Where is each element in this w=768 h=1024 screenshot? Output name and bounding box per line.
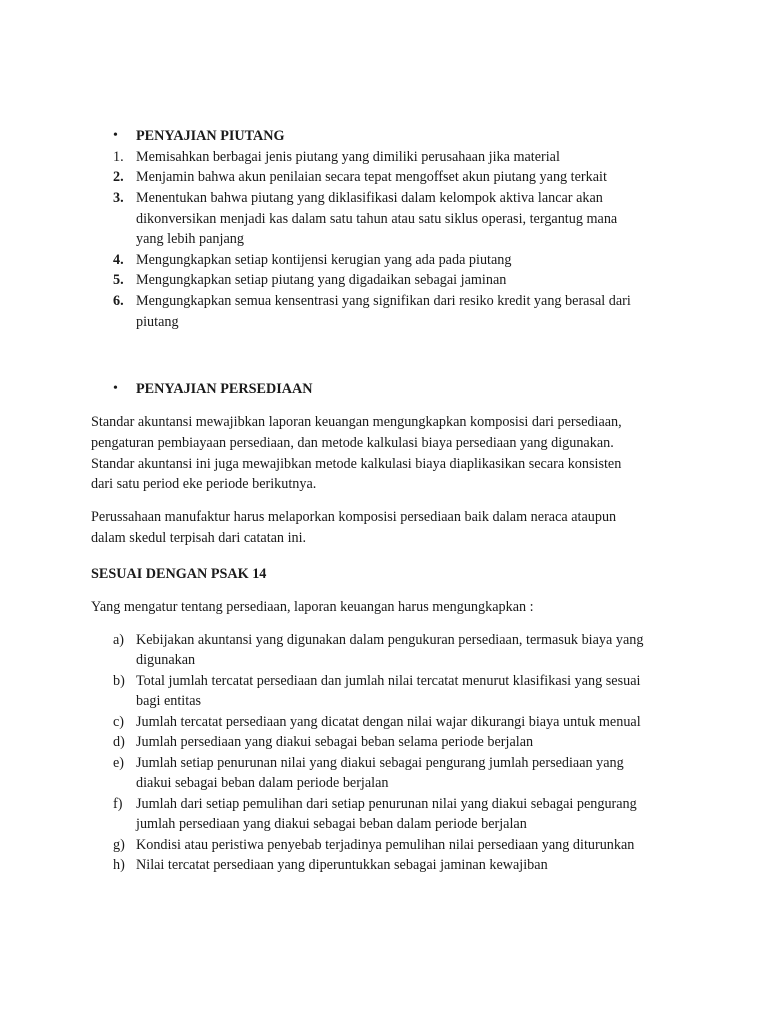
list-marker: 4. <box>113 252 124 268</box>
list-marker: b) <box>113 673 125 689</box>
list-item-line: Jumlah persediaan yang diakui sebagai beban selama periode berjalan <box>136 734 534 750</box>
psak-intro: Yang mengatur tentang persediaan, laporan keuangan harus mengungkapkan : <box>91 599 534 615</box>
list-item-line: diakui sebagai beban dalam periode berjalan <box>136 775 389 791</box>
list-item-line: Menjamin bahwa akun penilaian secara tepat mengoffset akun piutang yang terkait <box>136 169 607 185</box>
list-item-line: Menentukan bahwa piutang yang diklasifikasi dalam kelompok aktiva lancar akan <box>136 190 603 206</box>
bullet-icon: • <box>113 381 118 396</box>
section-heading-piutang: PENYAJIAN PIUTANG <box>136 128 285 144</box>
paragraph-line: Perussahaan manufaktur harus melaporkan komposisi persediaan baik dalam neraca ataupun <box>91 509 617 525</box>
paragraph-line: Standar akuntansi ini juga mewajibkan metode kalkulasi biaya diaplikasikan secara konsisten <box>91 456 622 472</box>
list-item-line: Mengungkapkan setiap piutang yang digadaikan sebagai jaminan <box>136 272 507 288</box>
list-item-line: yang lebih panjang <box>136 231 244 247</box>
list-marker: a) <box>113 632 125 648</box>
list-item-line: Mengungkapkan setiap kontijensi kerugian yang ada pada piutang <box>136 252 512 268</box>
list-item-line: digunakan <box>136 652 196 668</box>
list-item-line: Total jumlah tercatat persediaan dan jumlah nilai tercatat menurut klasifikasi yang sesuai <box>136 673 641 689</box>
paragraph-line: pengaturan pembiayaan persediaan, dan metode kalkulasi biaya persediaan yang digunakan. <box>91 435 614 451</box>
list-marker: h) <box>113 857 125 873</box>
paragraph-line: Standar akuntansi mewajibkan laporan keuangan mengungkapkan komposisi dari persediaan, <box>91 414 622 430</box>
list-marker: 5. <box>113 272 124 288</box>
list-item-line: Memisahkan berbagai jenis piutang yang dimiliki perusahaan jika material <box>136 149 560 165</box>
paragraph-line: dalam skedul terpisah dari catatan ini. <box>91 530 307 546</box>
bullet-icon: • <box>113 128 118 143</box>
list-marker: d) <box>113 734 125 750</box>
section-heading-psak: SESUAI DENGAN PSAK 14 <box>91 566 267 582</box>
list-item-line: Kondisi atau peristiwa penyebab terjadinya pemulihan nilai persediaan yang diturunkan <box>136 837 635 853</box>
list-item-line: bagi entitas <box>136 693 202 709</box>
list-item-line: Mengungkapkan semua kensentrasi yang signifikan dari resiko kredit yang berasal dari <box>136 293 631 309</box>
list-item-line: Jumlah tercatat persediaan yang dicatat dengan nilai wajar dikurangi biaya untuk menual <box>136 714 641 730</box>
list-marker: f) <box>113 796 123 812</box>
list-marker: e) <box>113 755 125 771</box>
list-item-line: Jumlah setiap penurunan nilai yang diakui sebagai pengurang jumlah persediaan yang <box>136 755 624 771</box>
list-marker: c) <box>113 714 125 730</box>
list-marker: 6. <box>113 293 124 309</box>
paragraph-line: dari satu period eke periode berikutnya. <box>91 476 317 492</box>
section-heading-persediaan: PENYAJIAN PERSEDIAAN <box>136 381 313 397</box>
list-marker: g) <box>113 837 125 853</box>
list-marker: 3. <box>113 190 124 206</box>
list-marker: 2. <box>113 169 124 185</box>
list-item-line: Kebijakan akuntansi yang digunakan dalam pengukuran persediaan, termasuk biaya yang <box>136 632 644 648</box>
list-item-line: dikonversikan menjadi kas dalam satu tahun atau satu siklus operasi, tergantug mana <box>136 211 618 227</box>
list-item-line: Nilai tercatat persediaan yang diperuntukkan sebagai jaminan kewajiban <box>136 857 548 873</box>
list-marker: 1. <box>113 149 124 165</box>
list-item-line: jumlah persediaan yang diakui sebagai beban dalam periode berjalan <box>136 816 527 832</box>
list-item-line: Jumlah dari setiap pemulihan dari setiap penurunan nilai yang diakui sebagai pengurang <box>136 796 637 812</box>
list-item-line: piutang <box>136 314 179 330</box>
